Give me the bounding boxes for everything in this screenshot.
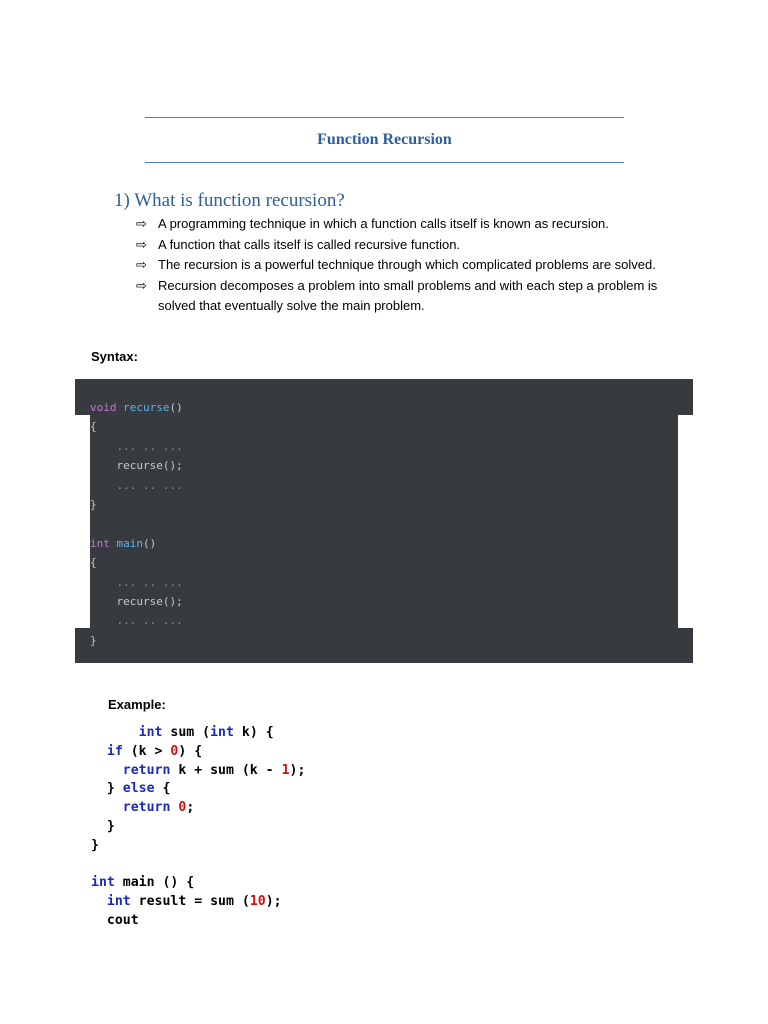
list-item bbox=[136, 255, 681, 276]
page-title: Function Recursion bbox=[317, 131, 452, 148]
code-gutter-right bbox=[678, 415, 693, 628]
bullet-text: Recursion decomposes a problem into small problems and with each step a problem is solved that eventually solve the main problem. bbox=[158, 277, 658, 313]
bullet-list bbox=[136, 214, 681, 317]
list-item bbox=[136, 235, 681, 256]
syntax-label: Syntax: bbox=[91, 349, 138, 364]
title-rule-bottom bbox=[145, 162, 624, 163]
code-gutter-left bbox=[75, 415, 90, 628]
title-rule-top bbox=[145, 117, 624, 118]
arrow-right-icon: ⇨ bbox=[136, 236, 147, 252]
bullet-text: A function that calls itself is called recursive function. bbox=[158, 236, 461, 252]
arrow-right-icon: ⇨ bbox=[136, 257, 147, 272]
section-heading: 1) What is function recursion? bbox=[114, 190, 345, 211]
list-item bbox=[136, 214, 681, 235]
syntax-code-block bbox=[75, 379, 693, 663]
example-label: Example: bbox=[108, 697, 166, 712]
syntax-code: void recurse() { ... .. ... recurse(); ... .. ... } int main() { ... .. ... recurse(); ... .. ... } bbox=[90, 401, 183, 647]
example-code: int sum (int k) { if (k > 0) { return k + sum (k - 1); } else { return 0; } } int main () { int result = sum (10); cout bbox=[91, 725, 306, 928]
arrow-right-icon: ⇨ bbox=[136, 216, 147, 231]
bullet-text: A programming technique in which a function calls itself is known as recursion. bbox=[158, 216, 609, 231]
list-item bbox=[136, 276, 681, 317]
bullet-text: The recursion is a powerful technique through which complicated problems are solved. bbox=[158, 257, 656, 272]
arrow-right-icon: ⇨ bbox=[136, 277, 147, 293]
